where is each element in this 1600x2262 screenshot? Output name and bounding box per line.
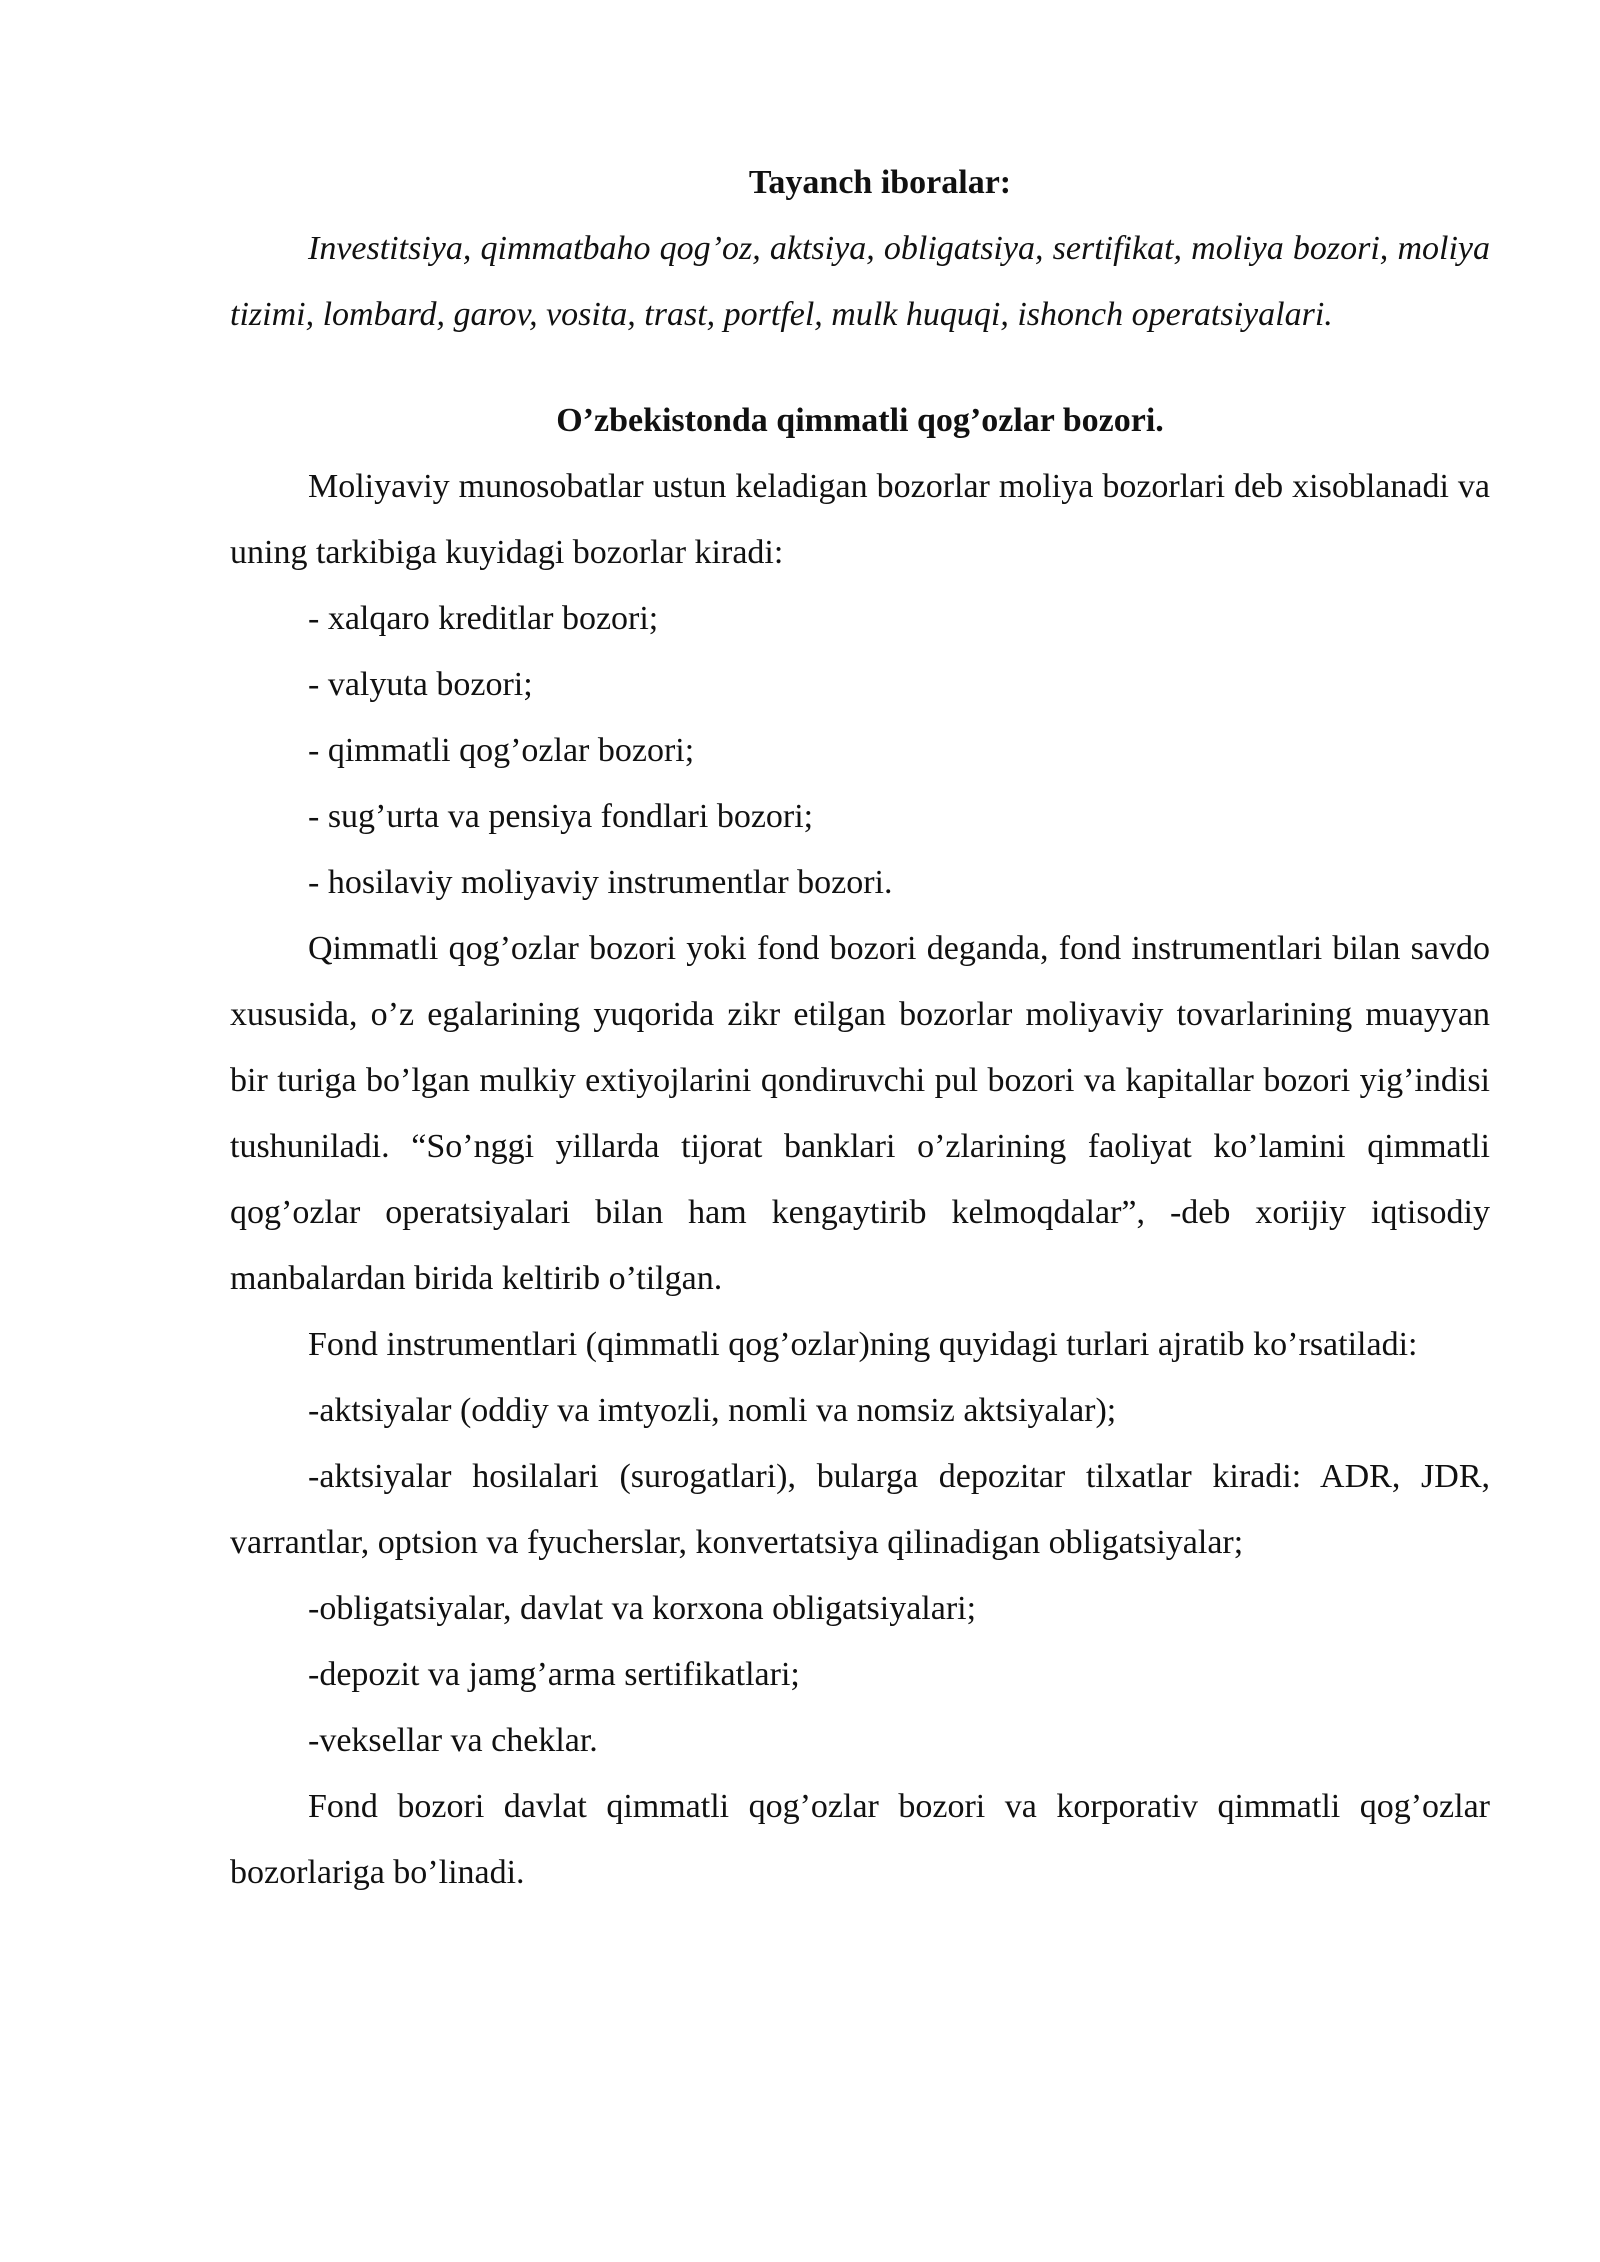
instruments-intro-paragraph: Fond instrumentlari (qimmatli qog’ozlar)ning quyidagi turlari ajratib ko’rsatiladi: — [308, 1326, 1418, 1363]
conclusion-paragraph: Fond bozori davlat qimmatli qog’ozlar bozori va korporativ qimmatli qog’ozlar bozorlariga bo’linadi. — [230, 1788, 1490, 1891]
keywords-paragraph: Investitsiya, qimmatbaho qog’oz, aktsiya, obligatsiya, sertifikat, moliya bozori, moliya tizimi, lombard, garov, vosita, trast, portfel, mulk huquqi, ishonch operatsiyalari. — [230, 230, 1490, 333]
section-title-key-terms: Tayanch iboralar: — [748, 164, 1012, 201]
market-list-item: - qimmatli qog’ozlar bozori; — [308, 732, 695, 769]
section-title-securities-market: O’zbekistonda qimmatli qog’ozlar bozori. — [556, 402, 1164, 439]
market-list-item: - hosilaviy moliyaviy instrumentlar bozori. — [308, 864, 893, 901]
intro-paragraph: Moliyaviy munosobatlar ustun keladigan bozorlar moliya bozorlari deb xisoblanadi va uning tarkibiga kuyidagi bozorlar kiradi: — [230, 468, 1490, 571]
instrument-list-item: -obligatsiyalar, davlat va korxona obligatsiyalari; — [308, 1590, 977, 1627]
market-list-item: - valyuta bozori; — [308, 666, 533, 703]
instrument-list-item: -depozit va jamg’arma sertifikatlari; — [308, 1656, 800, 1693]
section-spacer — [230, 348, 1490, 388]
instrument-list-item: -veksellar va cheklar. — [308, 1722, 598, 1759]
definition-paragraph: Qimmatli qog’ozlar bozori yoki fond bozori deganda, fond instrumentlari bilan savdo xususida, o’z egalarining yuqorida zikr etilgan bozorlar moliyaviy tovarlarining muayyan bir turiga bo’lgan mulkiy extiyojlarini qondiruvchi pul bozori va kapitallar bozori yig’indisi tushuniladi. “So’nggi yillarda tijorat banklari o’zlarining faoliyat ko’lamini qimmatli qog’ozlar operatsiyalari bilan ham kengaytirib kelmoqdalar”, -deb xorijiy iqtisodiy manbalardan birida keltirib o’tilgan. — [230, 930, 1490, 1297]
instrument-list-item: -aktsiyalar hosilalari (surogatlari), bularga depozitar tilxatlar kiradi: ADR, JDR, varrantlar, optsion va fyucherslar, konvertatsiya qilinadigan obligatsiyalar; — [230, 1458, 1490, 1561]
market-list-item: - xalqaro kreditlar bozori; — [308, 600, 659, 637]
instrument-list-item: -aktsiyalar (oddiy va imtyozli, nomli va nomsiz aktsiyalar); — [308, 1392, 1117, 1429]
market-list-item: - sug’urta va pensiya fondlari bozori; — [308, 798, 814, 835]
document-page — [230, 150, 1490, 1906]
